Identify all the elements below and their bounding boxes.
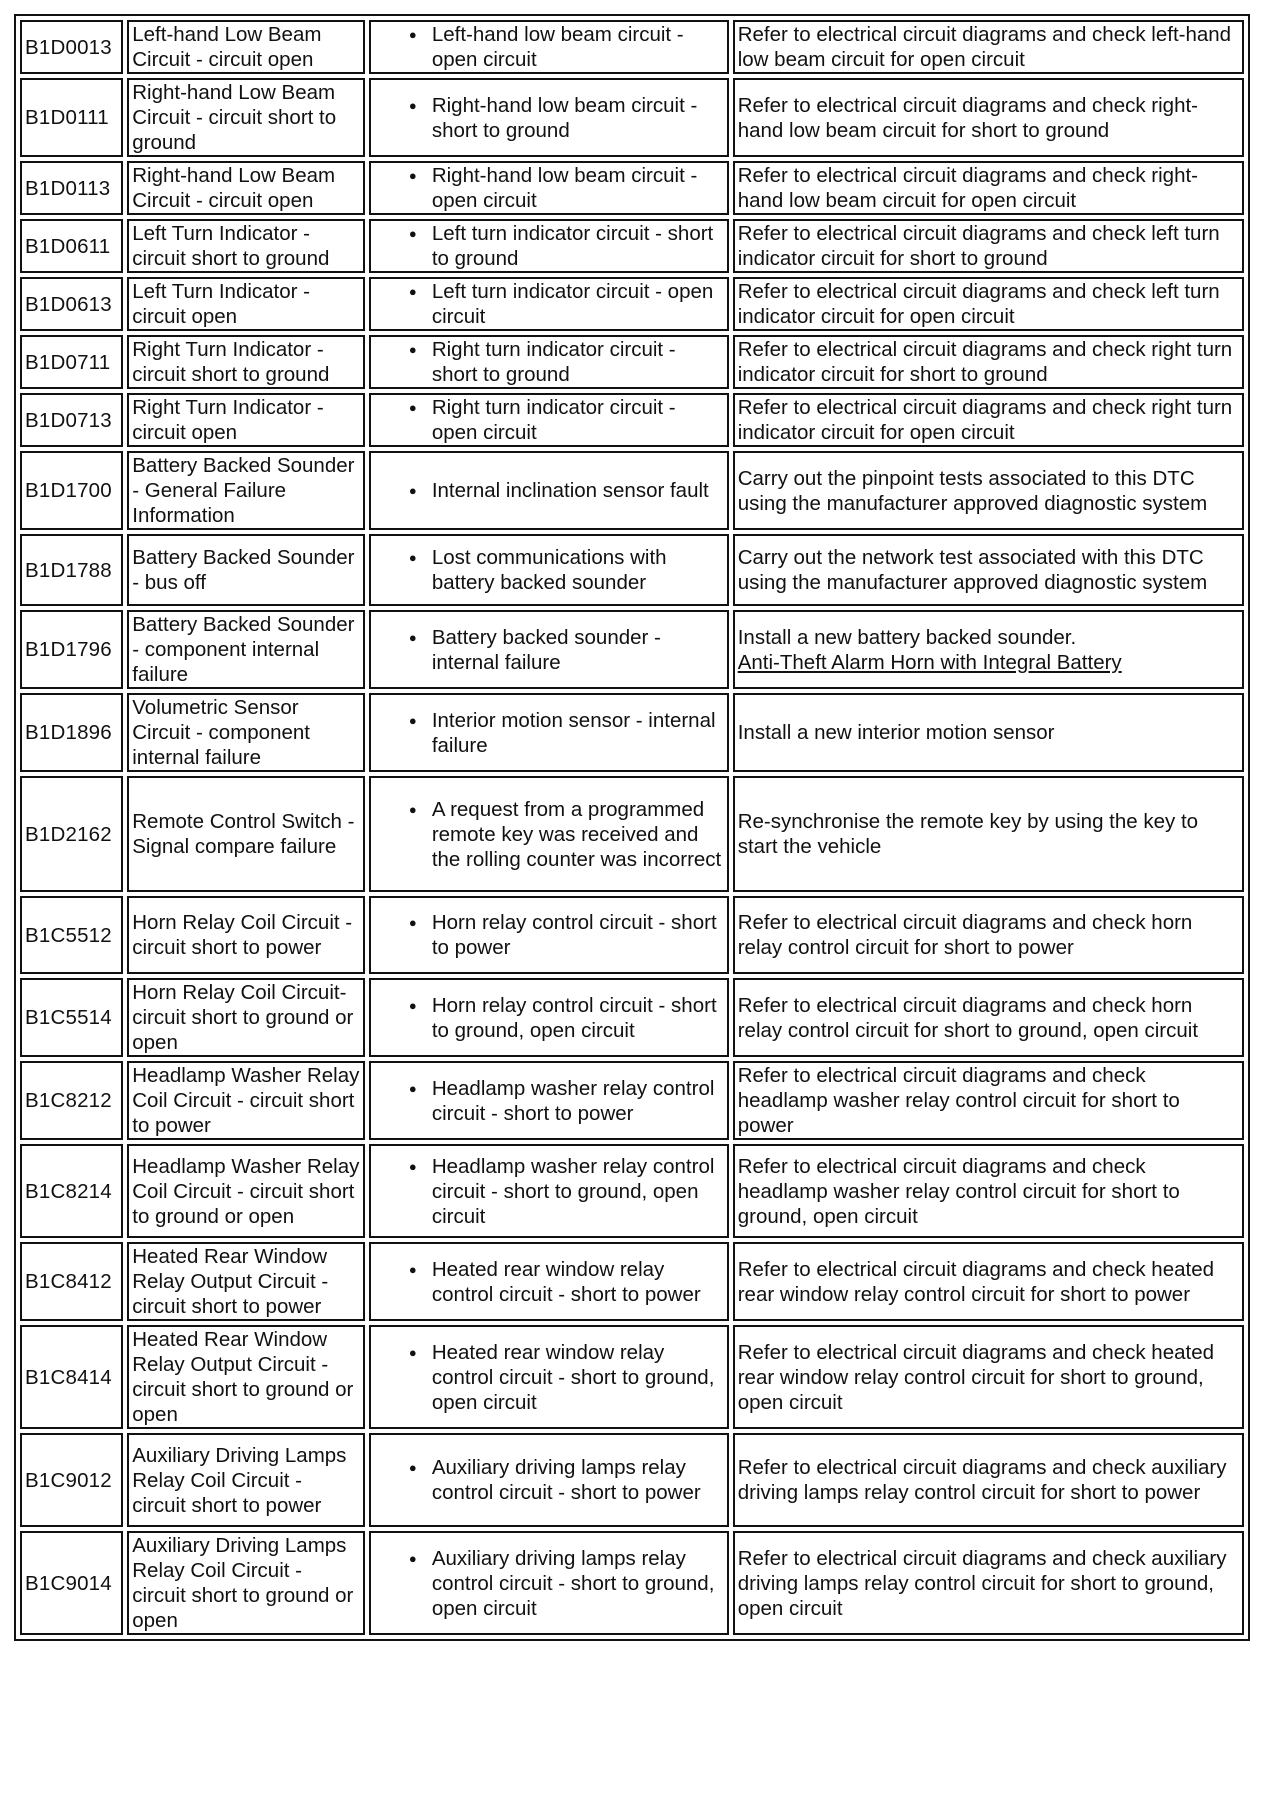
action-text: Refer to electrical circuit diagrams and check auxiliary driving lamps relay control circuit for short to power bbox=[737, 1456, 1227, 1504]
dtc-description-cell bbox=[127, 451, 365, 530]
table-row bbox=[20, 20, 1244, 74]
possible-cause-text: Right-hand low beam circuit - short to ground bbox=[431, 93, 698, 142]
dtc-code: B1D0713 bbox=[25, 408, 112, 432]
possible-cause-list bbox=[411, 708, 724, 758]
possible-cause-item bbox=[411, 478, 724, 503]
action-text: Refer to electrical circuit diagrams and check left turn indicator circuit for open circuit bbox=[737, 280, 1220, 328]
possible-cause-text: Interior motion sensor - internal failure bbox=[431, 708, 716, 757]
dtc-description: Right-hand Low Beam Circuit - circuit open bbox=[132, 164, 336, 212]
possible-cause-text: Lost communications with battery backed sounder bbox=[431, 546, 667, 594]
dtc-description: Battery Backed Sounder - bus off bbox=[132, 546, 355, 594]
possible-cause-cell bbox=[369, 776, 729, 892]
possible-cause-text: Left turn indicator circuit - short to ground bbox=[431, 222, 714, 270]
dtc-code-cell bbox=[20, 693, 123, 772]
dtc-description: Volumetric Sensor Circuit - component internal failure bbox=[132, 696, 310, 769]
possible-cause-cell bbox=[369, 451, 729, 530]
dtc-code-cell bbox=[20, 393, 123, 447]
possible-cause-list bbox=[411, 545, 724, 595]
possible-cause-cell bbox=[369, 534, 729, 606]
dtc-code: B1D2162 bbox=[25, 822, 112, 846]
table-row bbox=[20, 451, 1244, 530]
action-text: Refer to electrical circuit diagrams and check headlamp washer relay control circuit for short to power bbox=[737, 1064, 1180, 1137]
dtc-code-cell bbox=[20, 776, 123, 892]
dtc-description-cell bbox=[127, 1061, 365, 1140]
possible-cause-cell bbox=[369, 161, 729, 215]
possible-cause-item bbox=[411, 625, 724, 675]
dtc-description-cell bbox=[127, 335, 365, 389]
possible-cause-item bbox=[411, 93, 724, 143]
possible-cause-text: Headlamp washer relay control circuit - short to power bbox=[431, 1076, 715, 1125]
table-row bbox=[20, 1325, 1244, 1429]
action-cell bbox=[733, 20, 1244, 74]
possible-cause-item bbox=[411, 993, 724, 1043]
dtc-code: B1D0611 bbox=[25, 234, 111, 258]
possible-cause-item bbox=[411, 545, 724, 595]
action-cell bbox=[733, 161, 1244, 215]
possible-cause-text: Right turn indicator circuit - short to ground bbox=[431, 338, 676, 386]
possible-cause-item bbox=[411, 163, 724, 213]
possible-cause-text: Right turn indicator circuit - open circuit bbox=[431, 396, 676, 444]
action-text: Install a new interior motion sensor bbox=[737, 721, 1055, 744]
dtc-code: B1D0711 bbox=[25, 350, 111, 374]
possible-cause-cell bbox=[369, 78, 729, 157]
table-row bbox=[20, 1061, 1244, 1140]
action-cell bbox=[733, 451, 1244, 530]
possible-cause-text: Battery backed sounder - internal failure bbox=[431, 625, 661, 674]
possible-cause-list bbox=[411, 1076, 724, 1126]
possible-cause-list bbox=[411, 625, 724, 675]
dtc-code: B1D1896 bbox=[25, 721, 112, 744]
possible-cause-cell bbox=[369, 393, 729, 447]
dtc-code: B1C5512 bbox=[25, 923, 112, 947]
dtc-description-cell bbox=[127, 896, 365, 974]
possible-cause-cell bbox=[369, 978, 729, 1057]
possible-cause-item bbox=[411, 1546, 724, 1621]
action-text: Refer to electrical circuit diagrams and check right-hand low beam circuit for short to ground bbox=[737, 93, 1199, 142]
dtc-description: Right Turn Indicator - circuit open bbox=[132, 396, 324, 444]
dtc-description-cell bbox=[127, 978, 365, 1057]
possible-cause-item bbox=[411, 797, 724, 872]
action-cell bbox=[733, 78, 1244, 157]
dtc-code-cell bbox=[20, 277, 123, 331]
dtc-code-cell bbox=[20, 534, 123, 606]
action-text: Install a new battery backed sounder. bbox=[737, 625, 1077, 649]
table-row bbox=[20, 78, 1244, 157]
action-text: Refer to electrical circuit diagrams and check horn relay control circuit for short to ground, open circuit bbox=[737, 993, 1199, 1042]
possible-cause-text: Headlamp washer relay control circuit - short to ground, open circuit bbox=[431, 1154, 715, 1228]
action-text: Refer to electrical circuit diagrams and check right turn indicator circuit for short to ground bbox=[737, 338, 1233, 386]
dtc-code-cell bbox=[20, 978, 123, 1057]
dtc-code-cell bbox=[20, 335, 123, 389]
dtc-description-cell bbox=[127, 78, 365, 157]
dtc-description: Auxiliary Driving Lamps Relay Coil Circuit - circuit short to ground or open bbox=[132, 1534, 354, 1632]
possible-cause-list bbox=[411, 1546, 724, 1621]
anti-theft-alarm-horn-link[interactable]: Anti-Theft Alarm Horn with Integral Battery bbox=[737, 650, 1122, 674]
possible-cause-list bbox=[411, 163, 724, 213]
dtc-code: B1C8412 bbox=[25, 1270, 112, 1293]
dtc-description-cell bbox=[127, 20, 365, 74]
dtc-description: Right-hand Low Beam Circuit - circuit short to ground bbox=[132, 81, 337, 154]
possible-cause-item bbox=[411, 395, 724, 445]
dtc-description: Left Turn Indicator - circuit short to ground bbox=[132, 222, 330, 270]
action-cell bbox=[733, 693, 1244, 772]
dtc-description: Auxiliary Driving Lamps Relay Coil Circuit - circuit short to power bbox=[132, 1443, 347, 1517]
possible-cause-text: Left-hand low beam circuit - open circuit bbox=[431, 23, 684, 71]
action-cell bbox=[733, 1242, 1244, 1321]
dtc-code-cell bbox=[20, 161, 123, 215]
dtc-description-cell bbox=[127, 219, 365, 273]
dtc-description-cell bbox=[127, 776, 365, 892]
dtc-description: Battery Backed Sounder - component internal failure bbox=[132, 613, 355, 686]
possible-cause-list bbox=[411, 1154, 724, 1229]
possible-cause-cell bbox=[369, 610, 729, 689]
possible-cause-cell bbox=[369, 335, 729, 389]
possible-cause-cell bbox=[369, 1242, 729, 1321]
table-row bbox=[20, 1531, 1244, 1635]
dtc-description-cell bbox=[127, 1531, 365, 1635]
action-text: Refer to electrical circuit diagrams and check left turn indicator circuit for short to ground bbox=[737, 222, 1220, 270]
possible-cause-cell bbox=[369, 219, 729, 273]
dtc-code-cell bbox=[20, 1242, 123, 1321]
action-cell bbox=[733, 1531, 1244, 1635]
dtc-description: Remote Control Switch - Signal compare failure bbox=[132, 810, 355, 858]
action-cell bbox=[733, 1061, 1244, 1140]
dtc-code-cell bbox=[20, 219, 123, 273]
possible-cause-item bbox=[411, 1340, 724, 1415]
action-text: Refer to electrical circuit diagrams and check horn relay control circuit for short to power bbox=[737, 911, 1193, 959]
table-row bbox=[20, 693, 1244, 772]
action-cell bbox=[733, 776, 1244, 892]
dtc-code-cell bbox=[20, 20, 123, 74]
dtc-description: Heated Rear Window Relay Output Circuit - circuit short to power bbox=[132, 1245, 329, 1318]
document-page bbox=[14, 14, 1250, 1641]
action-text: Carry out the network test associated with this DTC using the manufacturer approved diagnostic system bbox=[737, 546, 1208, 594]
dtc-description: Battery Backed Sounder - General Failure Information bbox=[132, 454, 355, 527]
dtc-description: Left Turn Indicator - circuit open bbox=[132, 280, 311, 328]
table-row bbox=[20, 161, 1244, 215]
possible-cause-item bbox=[411, 708, 724, 758]
possible-cause-item bbox=[411, 1076, 724, 1126]
possible-cause-text: Internal inclination sensor fault bbox=[431, 479, 709, 502]
possible-cause-list bbox=[411, 93, 724, 143]
dtc-code: B1C8212 bbox=[25, 1089, 112, 1112]
dtc-code: B1D1788 bbox=[25, 558, 112, 582]
action-cell bbox=[733, 534, 1244, 606]
possible-cause-list bbox=[411, 395, 724, 445]
action-cell bbox=[733, 277, 1244, 331]
possible-cause-item bbox=[411, 22, 724, 72]
dtc-code: B1C8214 bbox=[25, 1179, 112, 1203]
action-text: Re-synchronise the remote key by using the key to start the vehicle bbox=[737, 810, 1199, 858]
dtc-description: Right Turn Indicator - circuit short to ground bbox=[132, 338, 330, 386]
dtc-code: B1D0013 bbox=[25, 35, 112, 59]
action-text: Refer to electrical circuit diagrams and check left-hand low beam circuit for open circuit bbox=[737, 23, 1232, 71]
table-row bbox=[20, 534, 1244, 606]
possible-cause-item bbox=[411, 221, 724, 271]
dtc-code: B1D1796 bbox=[25, 638, 112, 661]
action-text: Refer to electrical circuit diagrams and check right-hand low beam circuit for open circuit bbox=[737, 164, 1199, 212]
possible-cause-list bbox=[411, 279, 724, 329]
dtc-description-cell bbox=[127, 1433, 365, 1527]
possible-cause-text: Horn relay control circuit - short to ground, open circuit bbox=[431, 993, 717, 1042]
possible-cause-text: Auxiliary driving lamps relay control circuit - short to power bbox=[431, 1456, 701, 1504]
dtc-description-cell bbox=[127, 393, 365, 447]
dtc-description-cell bbox=[127, 534, 365, 606]
table-row bbox=[20, 393, 1244, 447]
possible-cause-text: Horn relay control circuit - short to power bbox=[431, 911, 717, 959]
dtc-description-cell bbox=[127, 693, 365, 772]
dtc-code-cell bbox=[20, 1325, 123, 1429]
dtc-description-cell bbox=[127, 161, 365, 215]
dtc-description: Left-hand Low Beam Circuit - circuit open bbox=[132, 23, 322, 71]
action-text: Refer to electrical circuit diagrams and check headlamp washer relay control circuit for short to ground, open circuit bbox=[737, 1154, 1180, 1228]
dtc-table-body bbox=[20, 20, 1244, 1635]
possible-cause-cell bbox=[369, 1325, 729, 1429]
dtc-description-cell bbox=[127, 1144, 365, 1238]
dtc-code: B1C8414 bbox=[25, 1365, 112, 1389]
possible-cause-cell bbox=[369, 20, 729, 74]
possible-cause-cell bbox=[369, 1061, 729, 1140]
possible-cause-list bbox=[411, 22, 724, 72]
table-row bbox=[20, 219, 1244, 273]
dtc-description-cell bbox=[127, 277, 365, 331]
possible-cause-list bbox=[411, 1340, 724, 1415]
possible-cause-list bbox=[411, 221, 724, 271]
possible-cause-item bbox=[411, 1257, 724, 1307]
table-row bbox=[20, 610, 1244, 689]
possible-cause-item bbox=[411, 279, 724, 329]
action-cell bbox=[733, 896, 1244, 974]
table-row bbox=[20, 277, 1244, 331]
action-cell bbox=[733, 393, 1244, 447]
dtc-code-cell bbox=[20, 896, 123, 974]
possible-cause-item bbox=[411, 910, 724, 960]
possible-cause-list bbox=[411, 337, 724, 387]
dtc-code: B1D0111 bbox=[25, 106, 109, 129]
dtc-code: B1D0613 bbox=[25, 292, 112, 316]
possible-cause-cell bbox=[369, 277, 729, 331]
action-cell bbox=[733, 1433, 1244, 1527]
action-cell bbox=[733, 610, 1244, 689]
possible-cause-list bbox=[411, 993, 724, 1043]
possible-cause-cell bbox=[369, 693, 729, 772]
dtc-code: B1D0113 bbox=[25, 176, 111, 200]
table-row bbox=[20, 978, 1244, 1057]
possible-cause-cell bbox=[369, 1531, 729, 1635]
possible-cause-text: A request from a programmed remote key was received and the rolling counter was incorrect bbox=[431, 797, 722, 871]
dtc-code: B1D1700 bbox=[25, 479, 112, 502]
possible-cause-item bbox=[411, 1455, 724, 1505]
action-cell bbox=[733, 1325, 1244, 1429]
possible-cause-list bbox=[411, 797, 724, 872]
dtc-description: Headlamp Washer Relay Coil Circuit - circuit short to power bbox=[132, 1064, 360, 1137]
action-text: Refer to electrical circuit diagrams and check heated rear window relay control circuit for short to ground, open circuit bbox=[737, 1340, 1215, 1414]
table-row bbox=[20, 1433, 1244, 1527]
action-text: Refer to electrical circuit diagrams and check right turn indicator circuit for open circuit bbox=[737, 396, 1233, 444]
dtc-description-cell bbox=[127, 1325, 365, 1429]
dtc-code-cell bbox=[20, 78, 123, 157]
dtc-description: Horn Relay Coil Circuit - circuit short to power bbox=[132, 911, 353, 959]
possible-cause-list bbox=[411, 1455, 724, 1505]
dtc-code-cell bbox=[20, 1144, 123, 1238]
possible-cause-text: Heated rear window relay control circuit - short to power bbox=[431, 1257, 701, 1306]
table-row bbox=[20, 1144, 1244, 1238]
dtc-description-cell bbox=[127, 610, 365, 689]
possible-cause-list bbox=[411, 1257, 724, 1307]
possible-cause-text: Heated rear window relay control circuit - short to ground, open circuit bbox=[431, 1340, 715, 1414]
dtc-description: Headlamp Washer Relay Coil Circuit - circuit short to ground or open bbox=[132, 1154, 360, 1228]
possible-cause-cell bbox=[369, 1433, 729, 1527]
action-cell bbox=[733, 335, 1244, 389]
possible-cause-cell bbox=[369, 896, 729, 974]
possible-cause-list bbox=[411, 910, 724, 960]
action-cell bbox=[733, 978, 1244, 1057]
table-row bbox=[20, 896, 1244, 974]
action-cell bbox=[733, 219, 1244, 273]
dtc-code-cell bbox=[20, 1531, 123, 1635]
possible-cause-item bbox=[411, 337, 724, 387]
dtc-description: Horn Relay Coil Circuit- circuit short to ground or open bbox=[132, 981, 354, 1054]
table-row bbox=[20, 1242, 1244, 1321]
possible-cause-text: Right-hand low beam circuit - open circuit bbox=[431, 164, 698, 212]
dtc-code-cell bbox=[20, 610, 123, 689]
action-text: Carry out the pinpoint tests associated to this DTC using the manufacturer approved diagnostic system bbox=[737, 466, 1208, 515]
dtc-table bbox=[14, 14, 1250, 1641]
action-text: Refer to electrical circuit diagrams and check auxiliary driving lamps relay control circuit for short to ground, open circuit bbox=[737, 1546, 1227, 1620]
possible-cause-text: Auxiliary driving lamps relay control circuit - short to ground, open circuit bbox=[431, 1546, 715, 1620]
possible-cause-list bbox=[411, 478, 724, 503]
dtc-code-cell bbox=[20, 1433, 123, 1527]
dtc-code: B1C9014 bbox=[25, 1571, 112, 1595]
dtc-code: B1C5514 bbox=[25, 1006, 112, 1029]
possible-cause-cell bbox=[369, 1144, 729, 1238]
dtc-code-cell bbox=[20, 451, 123, 530]
table-row bbox=[20, 776, 1244, 892]
possible-cause-item bbox=[411, 1154, 724, 1229]
action-cell bbox=[733, 1144, 1244, 1238]
possible-cause-text: Left turn indicator circuit - open circuit bbox=[431, 280, 714, 328]
table-row bbox=[20, 335, 1244, 389]
dtc-description: Heated Rear Window Relay Output Circuit - circuit short to ground or open bbox=[132, 1328, 354, 1426]
dtc-code: B1C9012 bbox=[25, 1468, 112, 1492]
action-text: Refer to electrical circuit diagrams and check heated rear window relay control circuit for short to power bbox=[737, 1257, 1215, 1306]
dtc-code-cell bbox=[20, 1061, 123, 1140]
dtc-description-cell bbox=[127, 1242, 365, 1321]
